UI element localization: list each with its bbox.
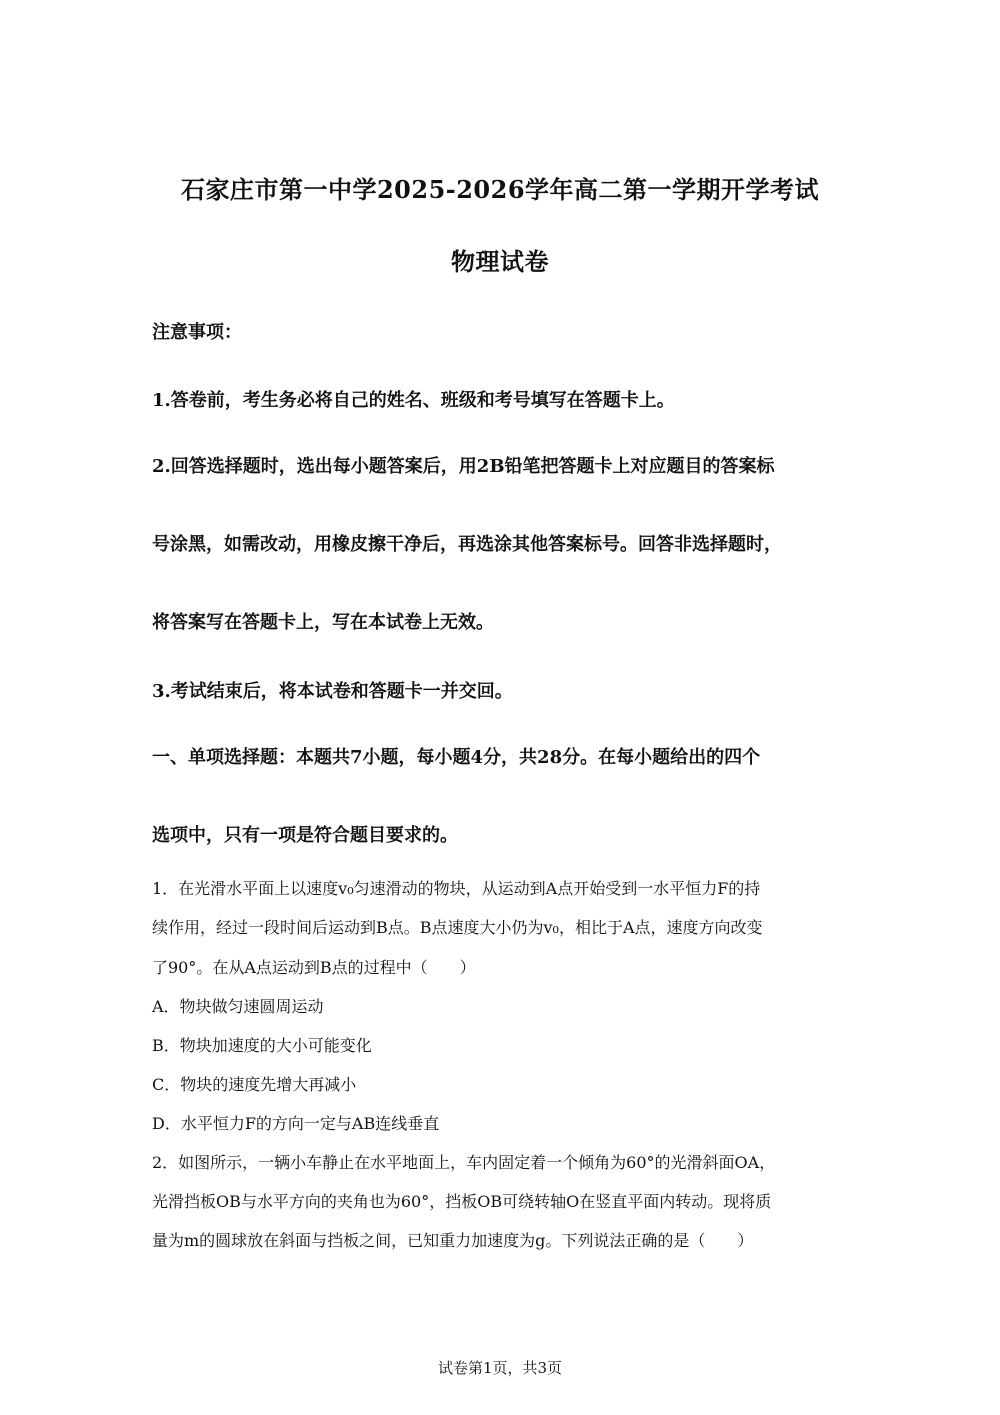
page-footer: 试卷第1页，共3页 [437,1359,563,1377]
question-1-line-1: 1．在光滑水平面上以速度v₀匀速滑动的物块，从运动到A点开始受到一水平恒力F的持 [152,879,761,898]
question-1-option-b: B．物块加速度的大小可能变化 [152,1036,372,1055]
question-1-line-3: 了90°。在从A点运动到B点的过程中（ ） [152,958,476,977]
question-1-option-d: D．水平恒力F的方向一定与AB连线垂直 [152,1114,440,1133]
notice-heading: 注意事项： [152,322,242,343]
question-1-option-a: A．物块做匀速圆周运动 [152,997,324,1016]
notice-item-2-line-3: 将答案写在答题卡上，写在本试卷上无效。 [152,612,494,633]
question-2-line-3: 量为m的圆球放在斜面与挡板之间，已知重力加速度为g。下列说法正确的是（ ） [152,1231,754,1250]
section-1-heading-line-2: 选项中，只有一项是符合题目要求的。 [152,825,458,846]
question-1-line-2: 续作用，经过一段时间后运动到B点。B点速度大小仍为v₀，相比于A点，速度方向改变 [152,918,763,937]
notice-item-1: 1.答卷前，考生务必将自己的姓名、班级和考号填写在答题卡上。 [152,390,675,411]
exam-subject-title: 物理试卷 [451,247,549,276]
question-2-line-2: 光滑挡板OB与水平方向的夹角也为60°，挡板OB可绕转轴O在竖直平面内转动。现将质 [152,1192,772,1211]
section-1-heading-line-1: 一、单项选择题：本题共7小题，每小题4分，共28分。在每小题给出的四个 [152,747,761,768]
exam-title: 石家庄市第一中学2025-2026学年高二第一学期开学考试 [180,175,820,204]
question-2-line-1: 2．如图所示，一辆小车静止在水平地面上，车内固定着一个倾角为60°的光滑斜面OA， [152,1153,776,1172]
notice-item-2-line-1: 2.回答选择题时，选出每小题答案后，用2B铅笔把答题卡上对应题目的答案标 [152,456,775,477]
question-1-option-c: C．物块的速度先增大再减小 [152,1075,357,1094]
notice-item-2-line-2: 号涂黑，如需改动，用橡皮擦干净后，再选涂其他答案标号。回答非选择题时， [152,534,782,555]
notice-item-3: 3.考试结束后，将本试卷和答题卡一并交回。 [152,681,513,702]
